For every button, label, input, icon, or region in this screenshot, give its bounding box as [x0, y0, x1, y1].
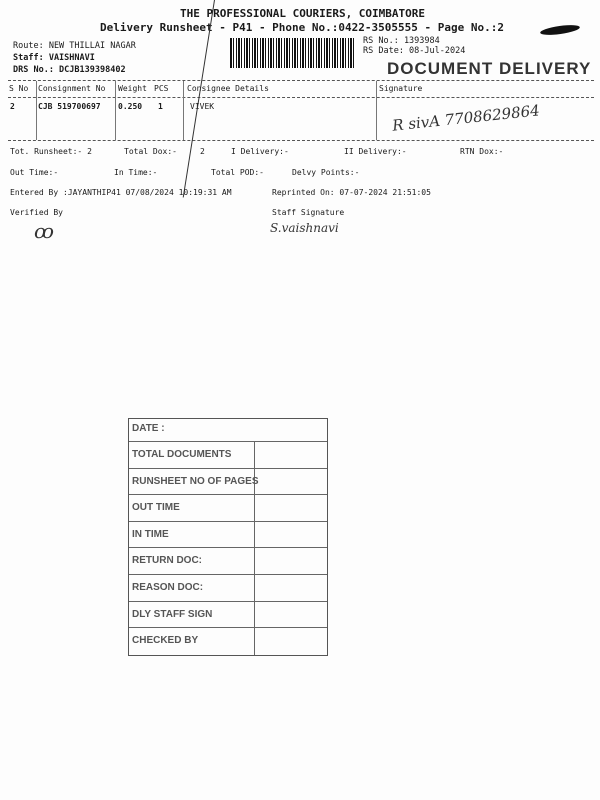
stamp-row [129, 441, 327, 460]
cell-consignee: VIVEK [190, 102, 215, 111]
stamp-row [129, 627, 327, 646]
stamp-row-label: DLY STAFF SIGN [132, 609, 213, 620]
divider [8, 140, 594, 141]
cell-pcs: 1 [158, 102, 163, 111]
out-time: Out Time:- [10, 168, 59, 177]
delvy-points: Delvy Points:- [292, 168, 360, 177]
total-pod: Total POD:- [211, 168, 264, 177]
col-signature: Signature [379, 84, 423, 93]
total-dox-value: 2 [200, 147, 205, 156]
stamp-column-divider [254, 441, 255, 655]
handwritten-signature: R sivA 7708629864 [391, 101, 541, 135]
cell-sno: 2 [10, 102, 15, 111]
staff-signature-label: Staff Signature [272, 208, 345, 217]
i-delivery: I Delivery:- [231, 147, 289, 156]
stamp-row-label: OUT TIME [132, 502, 180, 513]
stamp-row-label: TOTAL DOCUMENTS [132, 449, 232, 460]
in-time: In Time:- [114, 168, 158, 177]
verifier-initials-signature: ꝏ [34, 219, 54, 243]
cell-consignment: CJB 519700697 [38, 102, 101, 111]
stamp-row [129, 547, 327, 566]
ii-delivery: II Delivery:- [344, 147, 407, 156]
column-divider [115, 81, 116, 140]
stamp-row [129, 574, 327, 593]
runsheet-subtitle: Delivery Runsheet - P41 - Phone No.:0422-3505555 - Page No.:2 [100, 21, 504, 34]
col-consignment: Consignment No [38, 84, 106, 93]
stamp-row [129, 494, 327, 513]
column-divider [183, 81, 184, 140]
rs-date: RS Date: 08-Jul-2024 [363, 46, 466, 56]
stamp-row [129, 468, 327, 487]
total-dox: Total Dox:- [124, 147, 177, 156]
stamp-row-label: CHECKED BY [132, 635, 199, 646]
barcode [230, 38, 356, 68]
stamp-row-label: REASON DOC: [132, 582, 204, 593]
col-weight: Weight [118, 84, 147, 93]
staff: Staff: VAISHNAVI [13, 53, 95, 63]
office-stamp-box [128, 418, 328, 656]
staff-handwritten-signature: S.vaishnavi [270, 221, 339, 235]
column-divider [376, 81, 377, 140]
entered-by: Entered By :JAYANTHIP41 07/08/2024 10:19:31 AM [10, 188, 232, 197]
stamp-row-label: IN TIME [132, 529, 169, 540]
verified-by-label: Verified By [10, 208, 63, 217]
rs-no: RS No.: 1393984 [363, 36, 440, 46]
company-name: THE PROFESSIONAL COURIERS, COIMBATORE [180, 7, 426, 20]
document-delivery-stamp: DOCUMENT DELIVERY [387, 59, 592, 78]
ink-blot [540, 23, 581, 36]
reprinted-on: Reprinted On: 07-07-2024 21:51:05 [272, 188, 431, 197]
rtn-dox: RTN Dox:- [460, 147, 504, 156]
col-consignee: Consignee Details [187, 84, 269, 93]
route: Route: NEW THILLAI NAGAR [13, 41, 136, 51]
col-sno: S No [9, 84, 29, 93]
stamp-row-label: RETURN DOC: [132, 555, 202, 566]
stamp-row [129, 601, 327, 620]
stamp-row [129, 521, 327, 540]
cell-weight: 0.250 [118, 102, 143, 111]
stamp-row-label: RUNSHEET NO OF PAGES [132, 476, 259, 487]
tot-runsheet: Tot. Runsheet:- 2 [10, 147, 92, 156]
divider [8, 97, 594, 98]
drs-no: DRS No.: DCJB139398402 [13, 65, 126, 75]
column-divider [36, 81, 37, 140]
stamp-row-label: DATE : [132, 423, 165, 434]
col-pcs: PCS [154, 84, 169, 93]
divider [8, 80, 594, 81]
